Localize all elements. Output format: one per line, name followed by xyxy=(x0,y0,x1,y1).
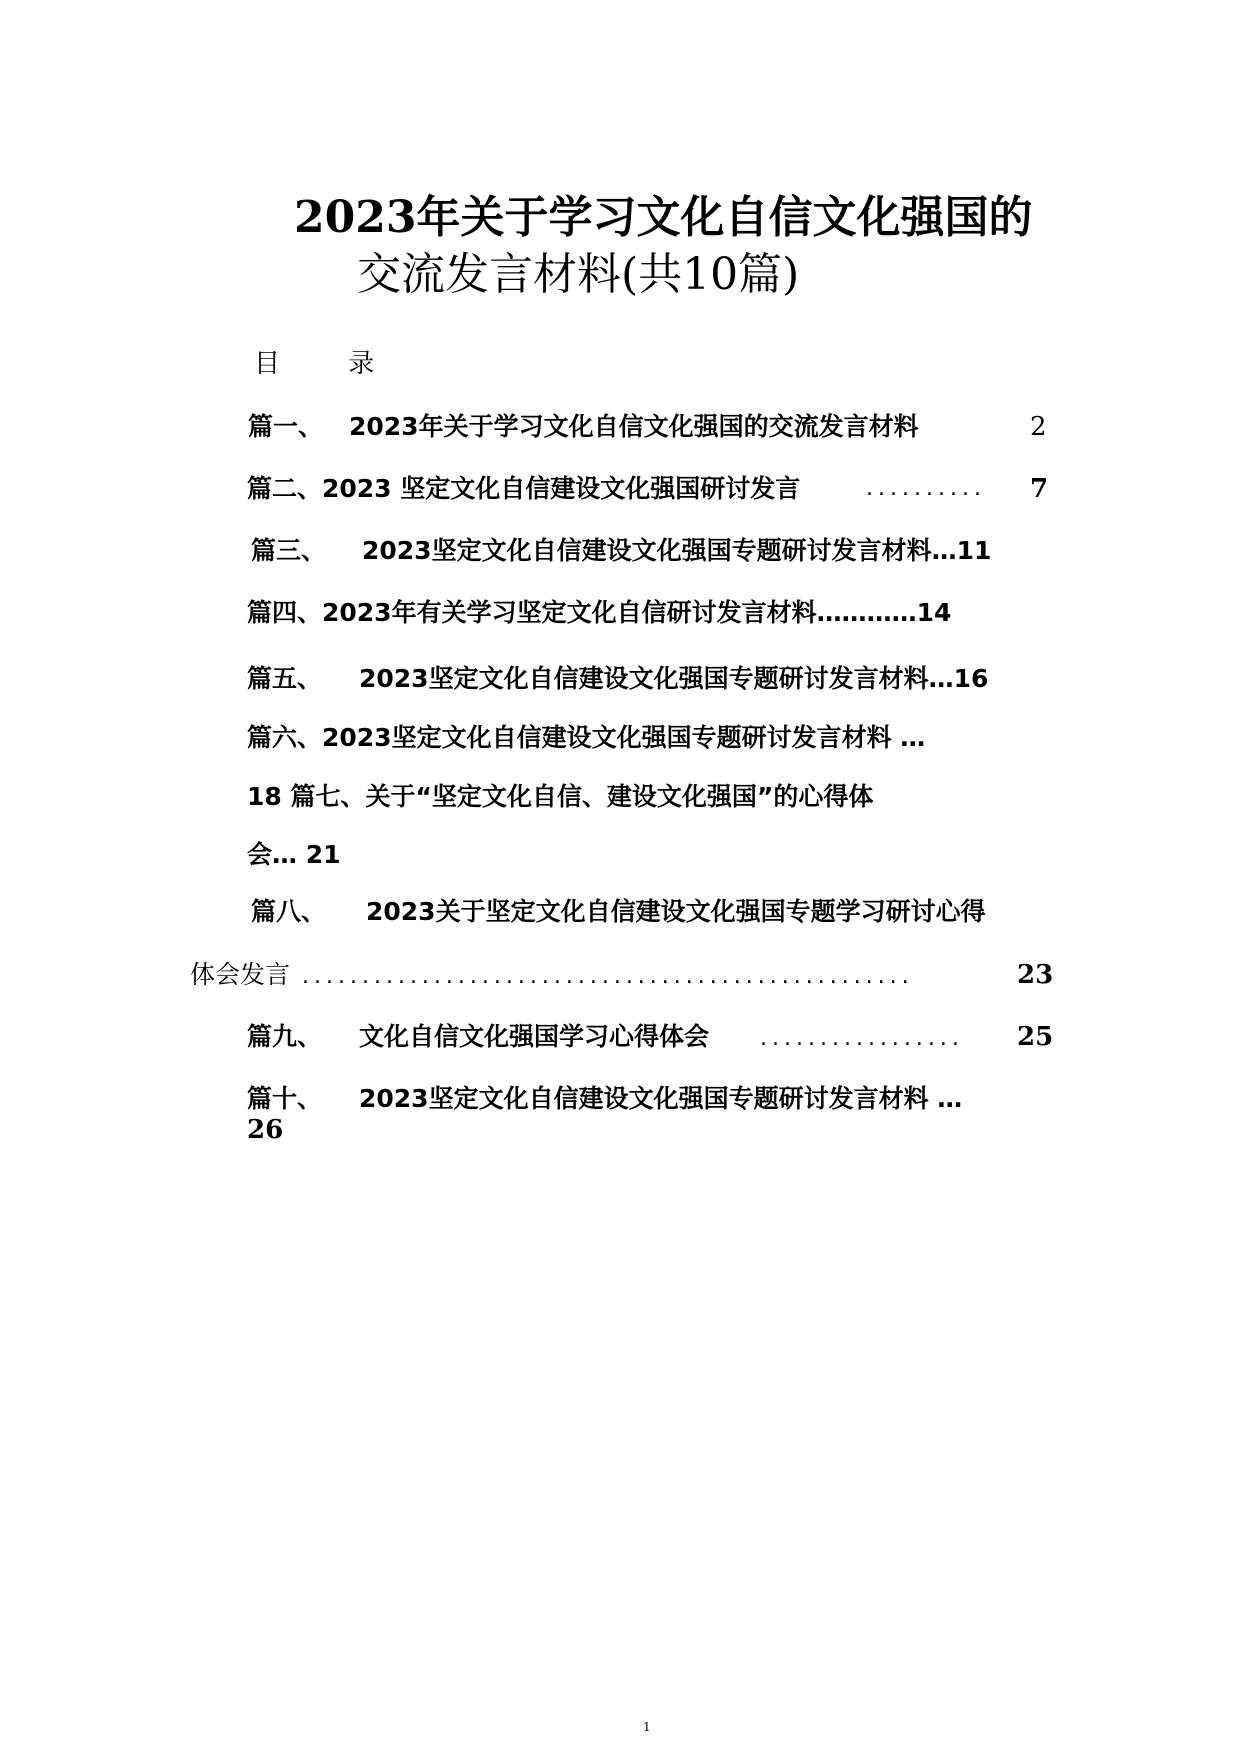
toc-entry-10-text[interactable]: 2023坚定文化自信建设文化强国专题研讨发言材料 … xyxy=(359,1084,963,1113)
toc-entry-9-text[interactable]: 文化自信文化强国学习心得体会 xyxy=(359,1022,710,1051)
toc-entry-8-label: 篇八、 xyxy=(251,897,327,926)
toc-heading: 目 录 xyxy=(254,349,405,379)
document-title-line-2: 交流发言材料(共10篇) xyxy=(357,249,800,300)
toc-entry-5-label: 篇五、 xyxy=(247,664,323,693)
toc-entry-9-leader: ................. xyxy=(760,1026,964,1051)
toc-entry-5-text[interactable]: 2023坚定文化自信建设文化强国专题研讨发言材料…16 xyxy=(359,664,989,693)
toc-entry-10-page: 26 xyxy=(247,1115,284,1145)
toc-entry-7-line-1[interactable]: 18 篇七、关于“坚定文化自信、建设文化强国”的心得体 xyxy=(247,782,874,811)
toc-entry-8-page: 23 xyxy=(1017,960,1054,990)
toc-entry-8-leader: ................................................... xyxy=(302,964,914,989)
toc-entry-2-leader: .......... xyxy=(866,476,986,501)
toc-entry-2-page: 7 xyxy=(1030,474,1049,504)
toc-entry-3-text[interactable]: 2023坚定文化自信建设文化强国专题研讨发言材料…11 xyxy=(362,536,992,565)
toc-entry-2-text[interactable]: 篇二、2023 坚定文化自信建设文化强国研讨发言 xyxy=(247,474,801,503)
toc-entry-9-label: 篇九、 xyxy=(247,1022,323,1051)
toc-entry-1-page: 2 xyxy=(1030,412,1047,442)
document-title-line-1: 2023年关于学习文化自信文化强国的 xyxy=(294,192,1033,243)
toc-entry-8-continuation[interactable]: 体会发言 xyxy=(190,960,291,989)
toc-entry-6-text[interactable]: 篇六、2023坚定文化自信建设文化强国专题研讨发言材料 … xyxy=(247,723,926,752)
toc-entry-9-page: 25 xyxy=(1017,1022,1054,1052)
toc-entry-7-line-2[interactable]: 会… 21 xyxy=(247,840,341,869)
toc-entry-8-text[interactable]: 2023关于坚定文化自信建设文化强国专题学习研讨心得 xyxy=(366,897,986,926)
toc-entry-4-text[interactable]: 篇四、2023年有关学习坚定文化自信研讨发言材料…………14 xyxy=(247,598,952,627)
toc-entry-1-text[interactable]: 2023年关于学习文化自信文化强国的交流发言材料 xyxy=(349,412,919,441)
toc-entry-3-label: 篇三、 xyxy=(251,536,327,565)
toc-entry-1-label: 篇一、 xyxy=(248,412,324,441)
toc-entry-10-label: 篇十、 xyxy=(247,1084,323,1113)
page-number: 1 xyxy=(643,1720,651,1734)
